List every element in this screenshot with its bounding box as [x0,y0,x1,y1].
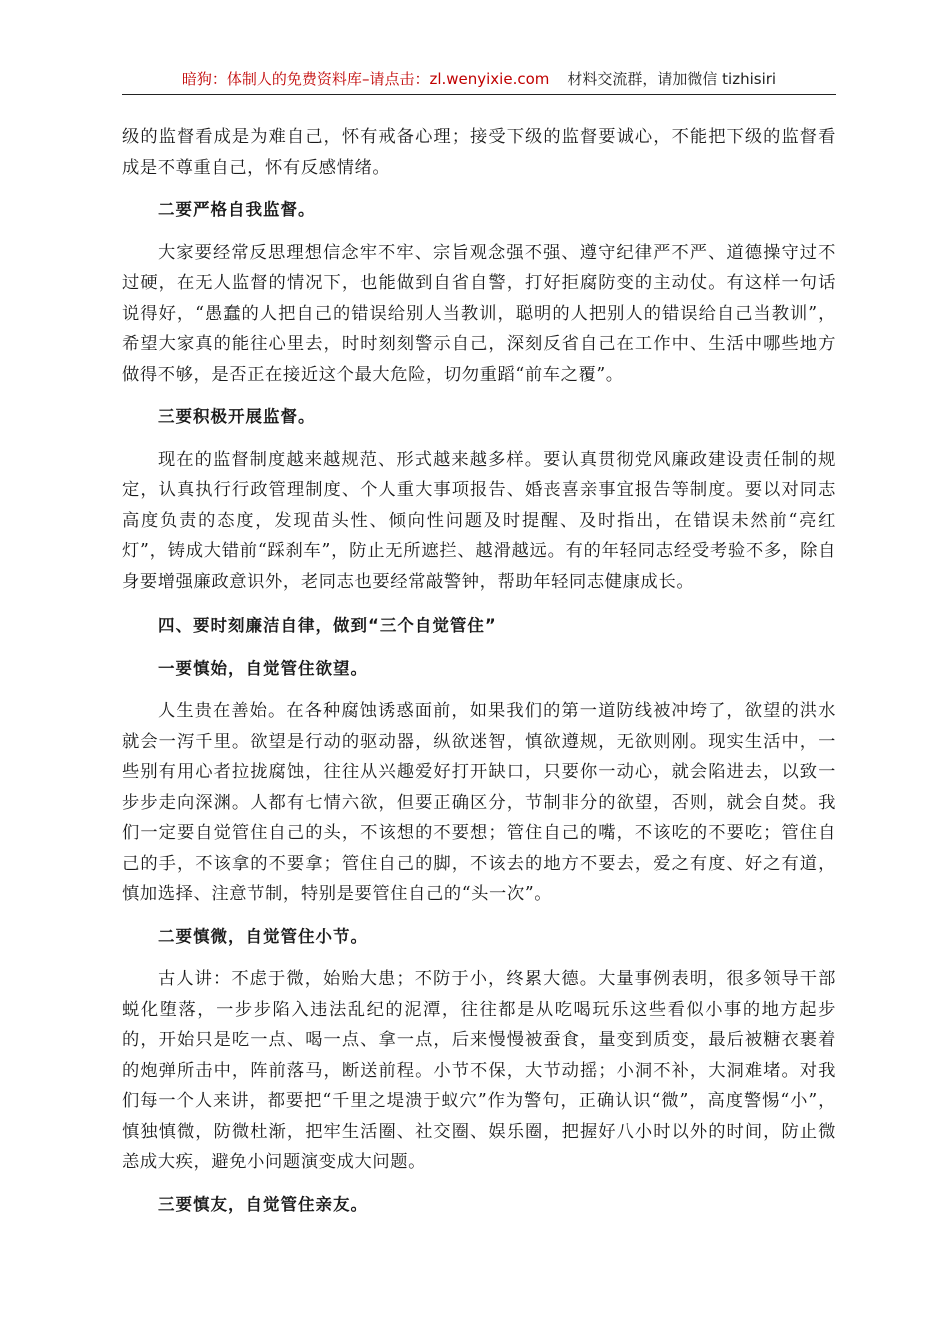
heading-cautious-friends: 三要慎友，自觉管住亲友。 [158,1194,368,1214]
page-header [122,66,836,95]
paragraph-self-supervision: 大家要经常反思理想信念牢不牢、宗旨观念强不强、遵守纪律严不严、道德操守过不过硬，在无人监督的情况下，也能做到自省自警，打好拒腐防变的主动仗。有这样一句话说得好，“愚蠢的人把自己的错误给别人当教训，聪明的人把别人的错误给自己当教训”，希望大家真的能往心里去，时时刻刻警示自己，深刻反省自己在工作中、生活中哪些地方做得不够，是否正在接近这个最大危险，切勿重蹈“前车之覆”。 [122,242,836,385]
heading-active-supervision: 三要积极开展监督。 [158,407,316,426]
heading-cautious-small: 二要慎微，自觉管住小节。 [158,926,368,946]
header-brand: 暗狗：体制人的免费资料库 [181,70,362,88]
paragraph-continued: 级的监督看成是为难自己，怀有戒备心理；接受下级的监督要诚心，不能把下级的监督看成是不尊重自己，怀有反感情绪。 [122,127,836,178]
paragraph-active-supervision: 现在的监督制度越来越规范、形式越来越多样。要认真贯彻党风廉政建设责任制的规定，认真执行行政管理制度、个人重大事项报告、婚丧喜亲事宜报告等制度。要以对同志高度负责的态度，发现苗头性、倾向性问题及时提醒、及时指出，在错误未然前“亮红灯”，铸成大错前“踩刹车”，防止无所遮拦、越滑越远。有的年轻同志经受考验不多，除自身要增强廉政意识外，老同志也要经常敲警钟，帮助年轻同志健康成长。 [122,449,836,592]
header-contact: 材料交流群，请加微信 tizhisiri [567,70,777,88]
header-link-prefix: –请点击： [361,70,430,88]
heading-self-supervision: 二要严格自我监督。 [158,200,316,219]
document-body [122,122,836,1220]
paragraph-cautious-small: 古人讲：不虑于微，始贻大患；不防于小，终累大德。大量事例表明，很多领导干部蜕化堕落，一步步陷入违法乱纪的泥潭，往往都是从吃喝玩乐这些看似小事的地方起步的，开始只是吃一点、喝一点、拿一点，后来慢慢被蚕食，量变到质变，最后被糖衣裹着的炮弹所击中，阵前落马，断送前程。小节不保，大节动摇；小洞不补，大洞难堵。对我们每一个人来讲，都要把“千里之堤溃于蚁穴”作为警句，正确认识“微”，高度警惕“小”，慎独慎微，防微杜渐，把牢生活圈、社交圈、娱乐圈，把握好八小时以外的时间，防止微恙成大疾，避免小问题演变成大问题。 [122,969,836,1172]
paragraph-cautious-start: 人生贵在善始。在各种腐蚀诱惑面前，如果我们的第一道防线被冲垮了，欲望的洪水就会一泻千里。欲望是行动的驱动器，纵欲迷智，慎欲遵规，无欲则刚。现实生活中，一些别有用心者拉拢腐蚀，往往从兴趣爱好打开缺口，只要你一动心，就会陷进去，以致一步步走向深渊。人都有七情六欲，但要正确区分，节制非分的欲望，否则，就会自焚。我们一定要自觉管住自己的头，不该想的不要想；管住自己的嘴，不该吃的不要吃；管住自己的手，不该拿的不要拿；管住自己的脚，不该去的地方不要去，爱之有度、好之有道，慎加选择、注意节制，特别是要管住自己的“头一次”。 [122,701,836,904]
header-link[interactable]: zl.wenyixie.com [429,70,550,88]
section-heading-four: 四、要时刻廉洁自律，做到“三个自觉管住” [158,616,497,635]
heading-cautious-start: 一要慎始，自觉管住欲望。 [158,658,368,678]
